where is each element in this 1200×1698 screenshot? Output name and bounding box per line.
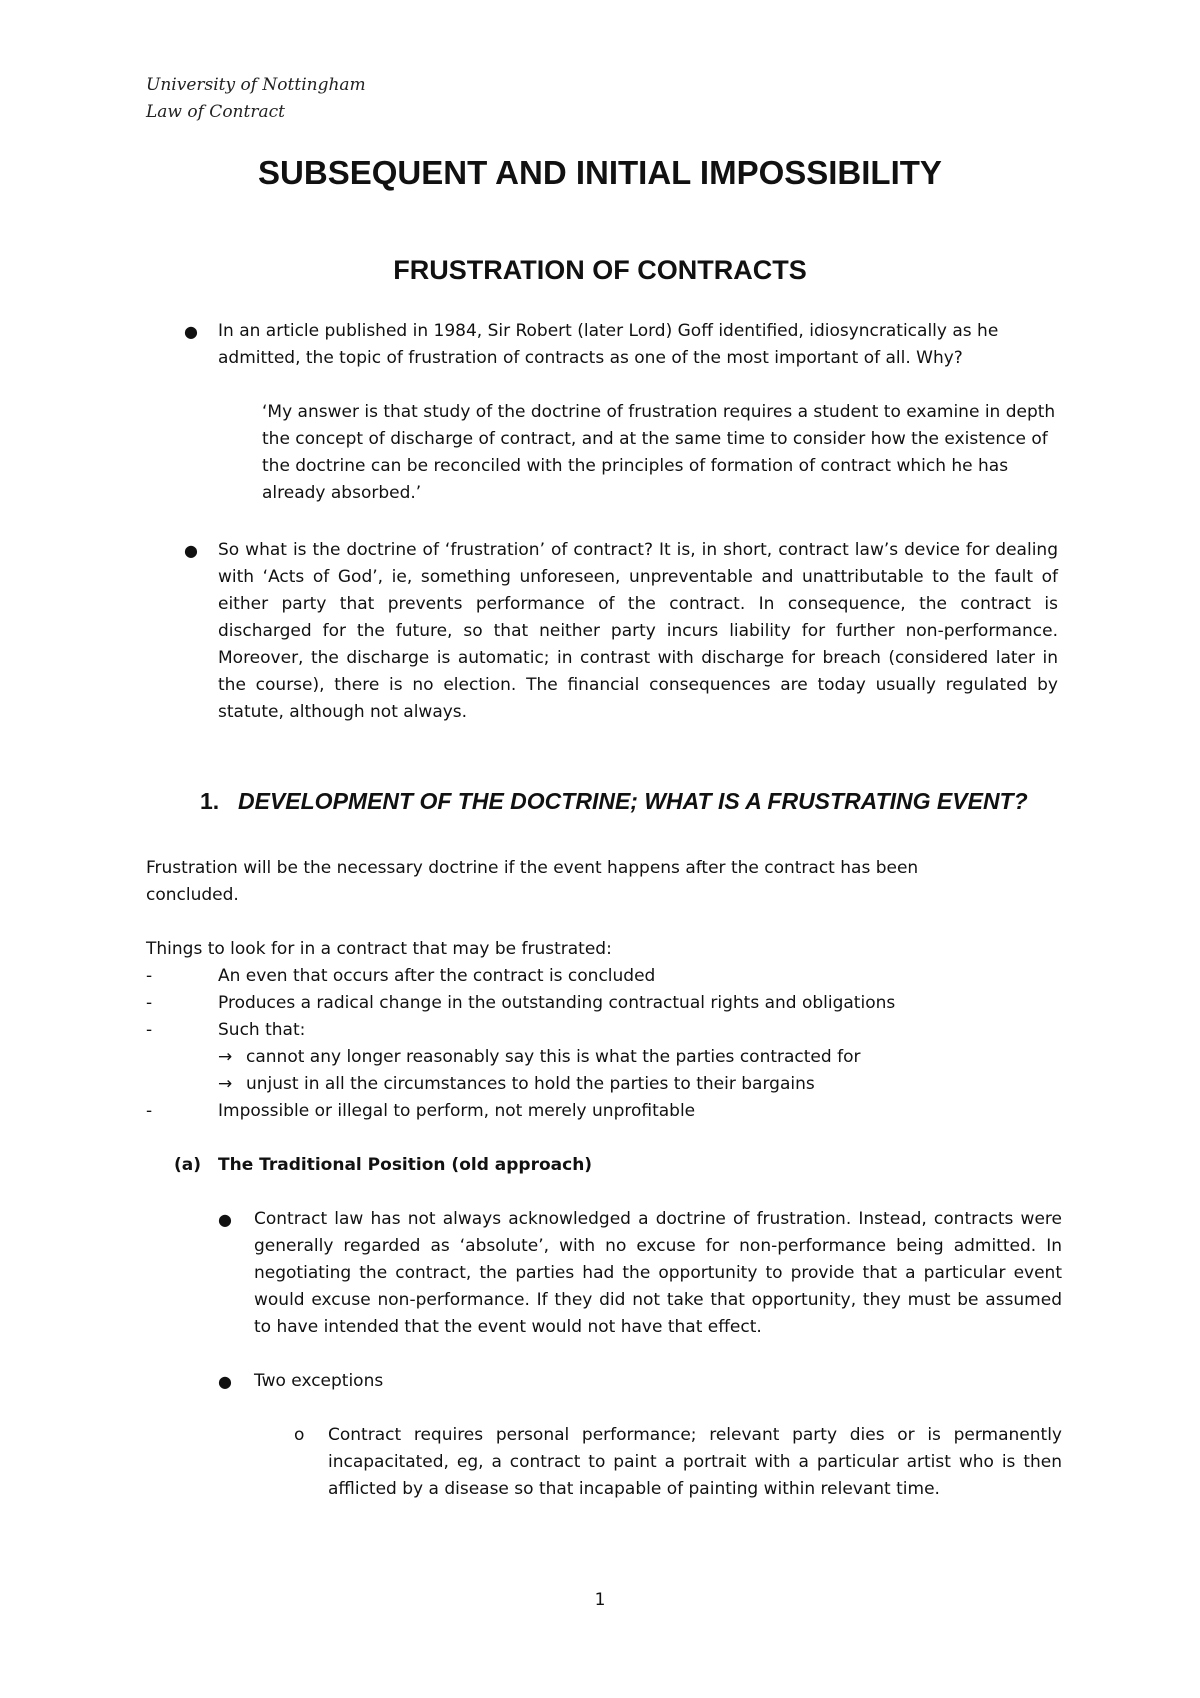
section-title: DEVELOPMENT OF THE DOCTRINE; WHAT IS A FRUSTRATING EVENT?	[238, 788, 1028, 814]
subsection-title: The Traditional Position (old approach)	[218, 1155, 593, 1175]
arrow-item	[218, 1071, 815, 1098]
document-subtitle: FRUSTRATION OF CONTRACTS	[393, 255, 807, 285]
exception-personal-performance: Contract requires personal performance; relevant party dies or is permanently incapacitated, eg, a contract to paint a portrait with a particular artist who is then afflicted by a disease so that incapable of painting within relevant time.	[328, 1425, 1062, 1499]
arrow-item-text: unjust in all the circumstances to hold the parties to their bargains	[246, 1074, 815, 1094]
subsection-heading-a	[174, 1152, 592, 1179]
bullet-marker	[218, 1368, 232, 1395]
bullet-marker	[218, 1206, 232, 1233]
dash-marker: -	[146, 993, 153, 1013]
section-number: 1.	[200, 788, 220, 814]
list-item	[146, 963, 655, 990]
dash-marker: -	[146, 1101, 153, 1121]
two-exceptions-label: Two exceptions	[254, 1371, 384, 1391]
arrow-item-text: cannot any longer reasonably say this is what the parties contracted for	[246, 1047, 861, 1067]
dash-marker: -	[146, 966, 153, 986]
document-title: SUBSEQUENT AND INITIAL IMPOSSIBILITY	[258, 154, 942, 191]
running-header	[146, 72, 366, 126]
list-item	[146, 1017, 305, 1044]
list-item-text: An even that occurs after the contract is concluded	[218, 966, 656, 986]
list-item	[146, 1098, 695, 1125]
traditional-position-paragraph: Contract law has not always acknowledged a doctrine of frustration. Instead, contracts were generally regarded as ‘absolute’, with no excuse for non-performance being admitted. In negotiating the contract, the parties had the opportunity to provide that a particular event would excuse non-performance. If they did not take that opportunity, they must be assumed to have intended that the event would not have that effect.	[254, 1209, 1062, 1337]
goff-quote: ‘My answer is that study of the doctrine of frustration requires a student to examine in depth the concept of discharge of contract, and at the same time to consider how the existence of the doctrine can be reconciled with the principles of formation of contract which he has already absorbed.’	[262, 402, 1056, 503]
intro-paragraph-goff: In an article published in 1984, Sir Robert (later Lord) Goff identified, idiosyncratically as he admitted, the topic of frustration of contracts as one of the most important of all. Why?	[218, 321, 999, 368]
dash-marker: -	[146, 1020, 153, 1040]
header-module: Law of Contract	[146, 102, 285, 122]
page-number: 1	[594, 1590, 606, 1610]
arrow-right-icon: →	[218, 1047, 233, 1067]
list-item-text: Produces a radical change in the outstanding contractual rights and obligations	[218, 993, 896, 1013]
circle-bullet-marker: o	[294, 1425, 305, 1445]
arrow-right-icon: →	[218, 1074, 233, 1094]
arrow-item	[218, 1044, 860, 1071]
intro-paragraph-doctrine: So what is the doctrine of ‘frustration’ of contract? It is, in short, contract law’s device for dealing with ‘Acts of God’, ie, something unforeseen, unpreventable and unattributable to the fault of either party that prevents performance of the contract. In consequence, the contract is discharged for the future, so that neither party incurs liability for further non-performance. Moreover, the discharge is automatic; in contrast with discharge for breach (considered later in the course), there is no election. The financial consequences are today usually regulated by statute, although not always.	[218, 540, 1058, 722]
list-item	[146, 990, 895, 1017]
bullet-marker	[184, 537, 198, 564]
list-item-text: Impossible or illegal to perform, not merely unprofitable	[218, 1101, 696, 1121]
header-institution: University of Nottingham	[146, 75, 366, 95]
section1-paragraph: Frustration will be the necessary doctrine if the event happens after the contract has been concluded.	[146, 858, 919, 905]
list-item-text: Such that:	[218, 1020, 306, 1040]
section-heading-1	[200, 786, 1028, 816]
list-intro: Things to look for in a contract that may be frustrated:	[146, 939, 612, 959]
bullet-marker	[184, 318, 198, 345]
subsection-label: (a)	[174, 1155, 202, 1175]
